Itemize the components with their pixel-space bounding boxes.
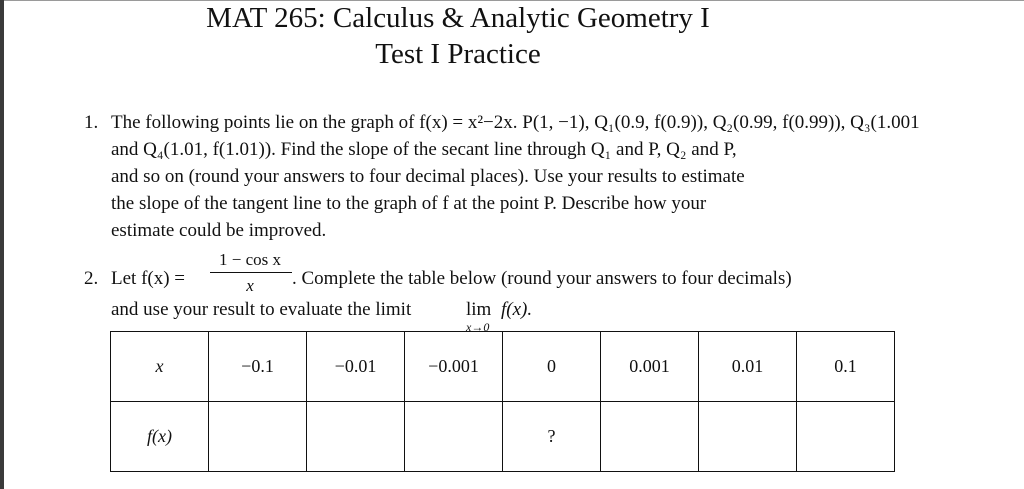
table-cell: ? [503, 402, 601, 472]
fraction-bar [210, 272, 292, 273]
table-cell [699, 402, 797, 472]
table-cell: 0.01 [699, 332, 797, 402]
values-table [110, 331, 895, 472]
table-cell: −0.01 [307, 332, 405, 402]
page-subtitle: Test I Practice [375, 38, 541, 70]
table-cell: −0.001 [405, 332, 503, 402]
limit-subscript: x→0 [466, 320, 490, 334]
table-cell: −0.1 [209, 332, 307, 402]
problem-1-line-4: the slope of the tangent line to the graph of f at the point P. Describe how your [111, 193, 707, 214]
limit-function: f(x). [501, 299, 533, 320]
problem-2-line-2: and use your result to evaluate the limit [111, 299, 412, 320]
limit-operator: lim [466, 299, 492, 320]
table-cell: x [111, 332, 209, 402]
problem-1-line-2: and Q₄(1.01, f(1.01)). Find the slope of the secant line through Q₁ and P, Q₂ and P, [111, 139, 737, 160]
table-row-x [111, 332, 895, 402]
problem-2-number: 2. [84, 268, 99, 289]
problem-1-number: 1. [84, 112, 99, 133]
window-left-edge [0, 0, 4, 489]
problem-2-instruction: . Complete the table below (round your answers to four decimals) [292, 268, 792, 289]
table-cell [307, 402, 405, 472]
table-cell [405, 402, 503, 472]
table-cell: 0.001 [601, 332, 699, 402]
table-cell: 0 [503, 332, 601, 402]
table-row-fx [111, 402, 895, 472]
course-title: MAT 265: Calculus & Analytic Geometry I [206, 2, 710, 34]
table-cell: 0.1 [797, 332, 895, 402]
problem-2-let-text: Let f(x) = [111, 268, 186, 289]
problem-1-line-5: estimate could be improved. [111, 220, 327, 241]
fraction-numerator: 1 − cos x [219, 250, 281, 269]
fraction-denominator: x [246, 276, 254, 295]
table-cell: f(x) [111, 402, 209, 472]
table-cell [601, 402, 699, 472]
problem-1-line-1: The following points lie on the graph of f(x) = x²−2x. P(1, −1), Q₁(0.9, f(0.9)), Q₂(0.99, f(0.99)), Q₃(1.001 [111, 112, 920, 133]
problem-1-line-3: and so on (round your answers to four decimal places). Use your results to estimate [111, 166, 745, 187]
table-cell [209, 402, 307, 472]
table-cell [797, 402, 895, 472]
